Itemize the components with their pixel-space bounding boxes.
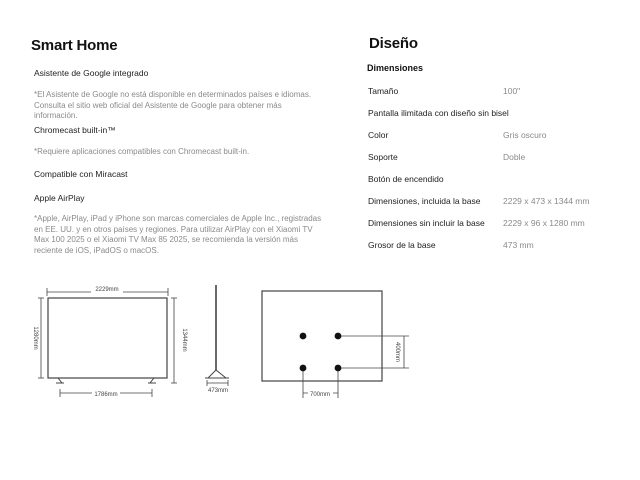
spec-label-bezel: Pantalla ilimitada con diseño sin bisel: [368, 108, 509, 118]
vesa-width-label: 700mm: [309, 392, 331, 398]
feature-chromecast: Chromecast built-in™: [34, 125, 116, 135]
vesa-hole-top-left: [300, 333, 307, 340]
note-airplay: *Apple, AirPlay, iPad y iPhone son marcas comerciales de Apple Inc., registradas en EE. UU. y en otros países y regiones. Para utilizar AirPlay con el Xiaomi TV Max 100 2025 o el Xiaomi TV Max 85 2025, se recomienda la versión más reciente de iOS, iPadOS o macOS.: [34, 214, 322, 255]
note-chromecast: *Requiere aplicaciones compatibles con Chromecast built-in.: [34, 147, 250, 156]
feature-airplay: Apple AirPlay: [34, 193, 85, 203]
dimensions-subtitle: Dimensiones: [367, 63, 424, 73]
stand-foot-left: [58, 378, 62, 383]
spec-label-power-button: Botón de encendido: [368, 174, 444, 184]
stand-width-label: 1786mm: [94, 392, 118, 398]
front-screen-outline: [48, 298, 167, 378]
smart-home-title: Smart Home: [31, 37, 118, 54]
screen-height-label: 1280mm: [32, 326, 38, 350]
spec-value-dims-with-stand: 2229 x 473 x 1344 mm: [503, 196, 590, 206]
vesa-hole-top-right: [335, 333, 342, 340]
spec-value-color: Gris oscuro: [503, 130, 547, 140]
vesa-hole-bottom-left: [300, 365, 307, 372]
note-google-assistant: *El Asistente de Google no está disponible en determinados países e idiomas. Consulta el sitio web oficial del Asistente de Google para obtener más información.: [34, 90, 312, 120]
spec-value-stand: Doble: [503, 152, 526, 162]
stand-foot-right: [150, 378, 154, 383]
vesa-height-label: 400mm: [394, 341, 400, 363]
design-title: Diseño: [369, 35, 418, 52]
spec-value-size: 100": [503, 86, 521, 96]
spec-label-color: Color: [368, 130, 389, 140]
total-height-label: 1344mm: [181, 328, 187, 352]
feature-miracast: Compatible con Miracast: [34, 169, 128, 179]
side-depth-label: 473mm: [207, 388, 229, 394]
feature-google-assistant: Asistente de Google integrado: [34, 68, 149, 78]
spec-label-stand-depth: Grosor de la base: [368, 240, 436, 250]
spec-label-dims-without-stand: Dimensiones sin incluir la base: [368, 218, 485, 228]
vesa-hole-bottom-right: [335, 365, 342, 372]
spec-label-dims-with-stand: Dimensiones, incluida la base: [368, 196, 481, 206]
front-width-label: 2229mm: [95, 287, 119, 293]
spec-value-dims-without-stand: 2229 x 96 x 1280 mm: [503, 218, 585, 228]
spec-value-stand-depth: 473 mm: [503, 240, 534, 250]
spec-label-size: Tamaño: [368, 86, 399, 96]
spec-label-stand: Soporte: [368, 152, 398, 162]
